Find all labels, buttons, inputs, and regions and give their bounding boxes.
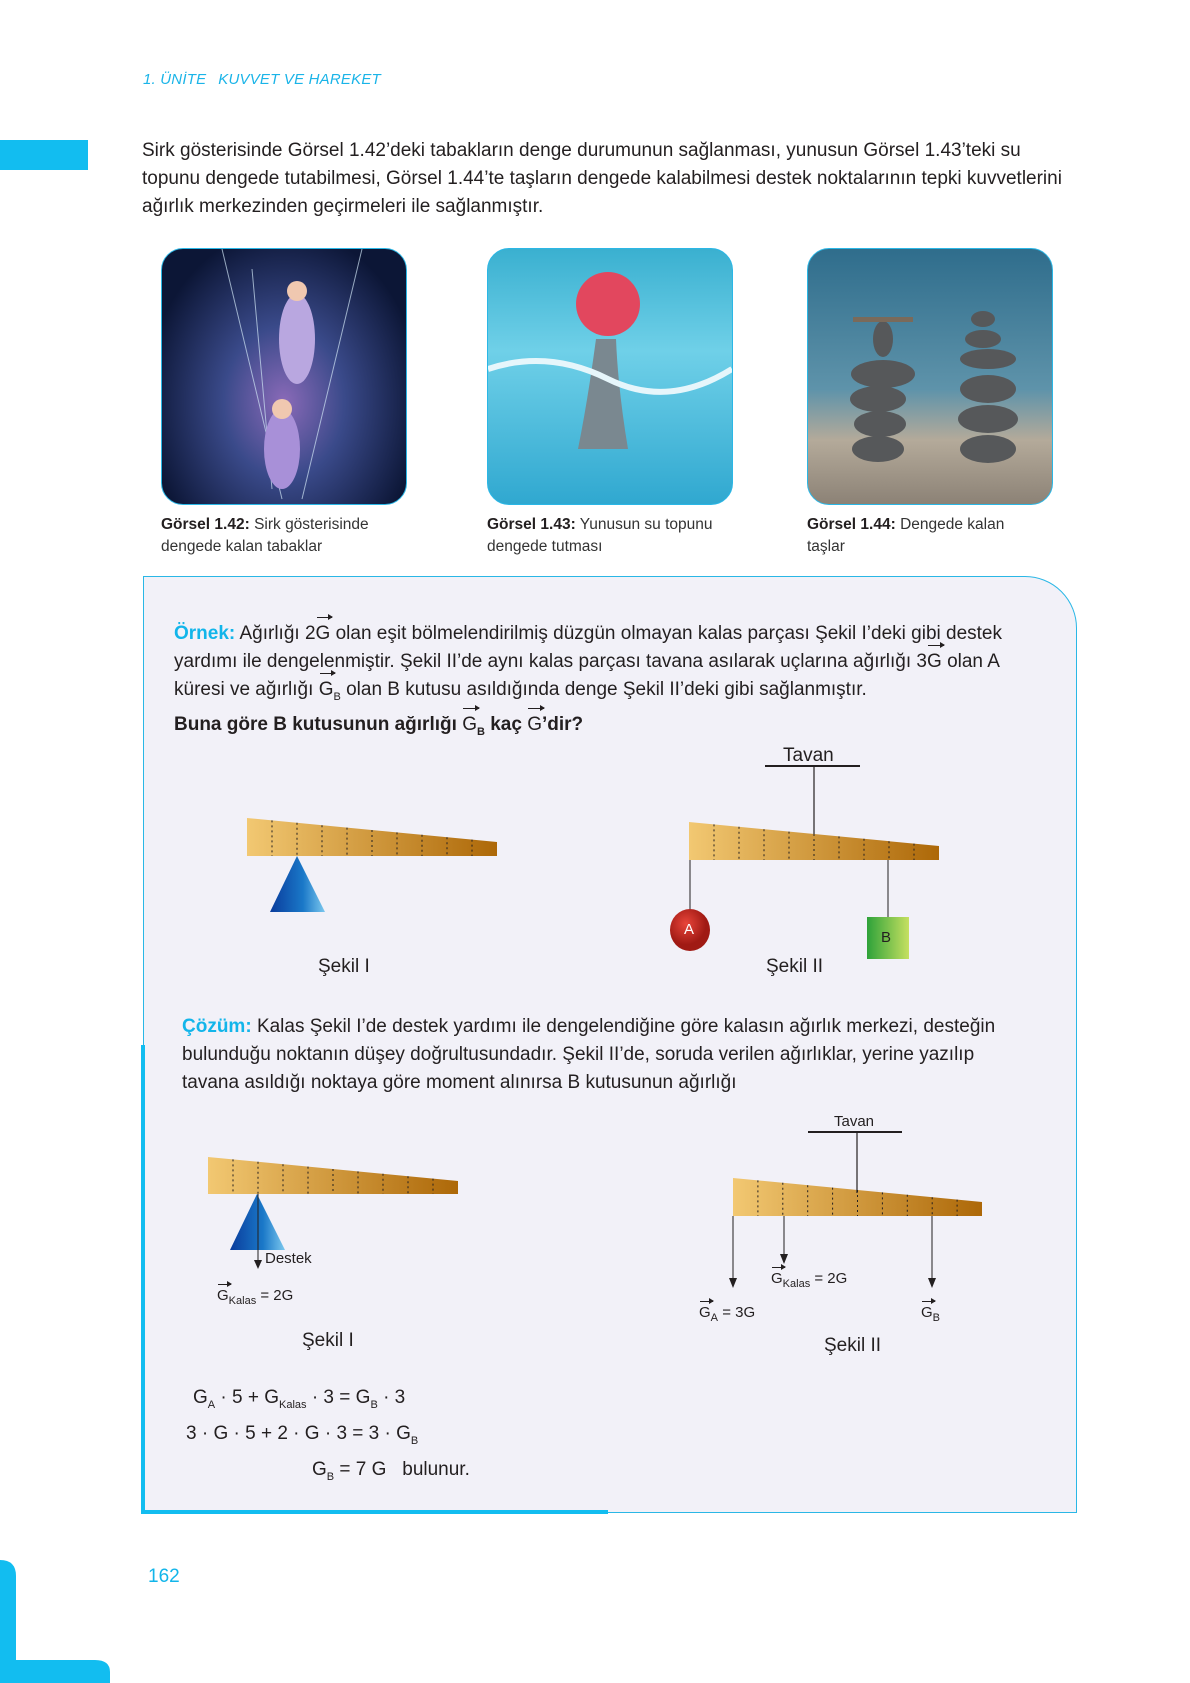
subscript: B xyxy=(333,690,341,703)
eq-part: = 7 G xyxy=(339,1459,387,1480)
eq-sub: B xyxy=(410,1434,419,1447)
vector-g: G xyxy=(771,1270,783,1287)
vector-g: G xyxy=(527,711,542,739)
eq-part: G xyxy=(193,1387,208,1408)
caption-label: Görsel 1.42: xyxy=(161,516,250,533)
text: olan eşit bölmelendirilmiş düzgün olmayan kalas parçası Şekil I’deki gibi destek yardımı ile dengelenmiştir. Şekil II’de aynı kalas parçası tavana asılarak uçlarına ağırlığı 3 xyxy=(174,623,1003,672)
vector-g: G xyxy=(316,620,331,648)
g-kalas-label-2 xyxy=(771,1270,847,1290)
text: = 2G xyxy=(814,1270,848,1287)
vector-g: G xyxy=(921,1304,933,1321)
g-kalas-label-1 xyxy=(217,1287,293,1307)
equation-3 xyxy=(312,1459,470,1483)
corner-decoration xyxy=(0,1560,115,1683)
shape-1-label: Şekil I xyxy=(318,956,370,977)
question-text: kaç xyxy=(490,713,522,735)
eq-part: · 3 xyxy=(383,1387,406,1408)
caption-text: Sirk gösterisinde dengede kalan tabaklar xyxy=(161,516,369,555)
vector-g: G xyxy=(927,648,942,676)
text: = 2G xyxy=(260,1287,294,1304)
shape-2-label: Şekil II xyxy=(824,1335,882,1356)
support-label: Destek xyxy=(265,1250,312,1267)
text: olan B kutusu asıldığında denge Şekil II’deki gibi sağlanmıştır. xyxy=(346,679,867,700)
shape-2-label: Şekil II xyxy=(766,956,824,977)
eq-part: G xyxy=(312,1459,327,1480)
solution-label: Çözüm: xyxy=(182,1016,252,1037)
vector-g: G xyxy=(462,711,477,739)
text: = 3G xyxy=(722,1304,756,1321)
ceiling-label: Tavan xyxy=(834,1113,875,1130)
eq-part: bulunur. xyxy=(402,1459,470,1480)
caption-label: Görsel 1.43: xyxy=(487,516,576,533)
eq-part: · 5 + G xyxy=(220,1387,280,1408)
eq-sub: B xyxy=(370,1398,378,1411)
text: olan A küresi ve ağırlığı xyxy=(174,651,999,700)
vector-g: G xyxy=(217,1287,229,1304)
equation-1 xyxy=(193,1387,405,1411)
solution-text xyxy=(182,1013,1032,1097)
unit-title: KUVVET VE HAREKET xyxy=(218,71,381,88)
caption-text: Dengede kalan taşlar xyxy=(807,516,1005,555)
vector-g: G xyxy=(319,676,334,704)
example-label: Örnek: xyxy=(174,623,236,644)
unit-number: 1. ÜNİTE xyxy=(143,71,207,88)
g-a-label xyxy=(699,1304,755,1324)
caption-text: Yunusun su topunu dengede tutması xyxy=(487,516,713,555)
intro-paragraph: Sirk gösterisinde Görsel 1.42’deki tabakların denge durumunun sağlanması, yunusun Görsel 1.43’teki su topunu dengede tutabilmesi, Görsel 1.44’te taşların dengede kalabilmesi destek noktalarının tepki kuvvetlerini ağırlık merkezinden geçirmeleri ile sağlanmıştır. xyxy=(142,140,1062,217)
eq-sub: A xyxy=(207,1398,216,1411)
text: Ağırlığı xyxy=(239,623,300,644)
page-number: 162 xyxy=(148,1566,180,1587)
question-text: ’dir? xyxy=(541,713,584,735)
g-b-label xyxy=(921,1304,940,1324)
subscript: Kalas xyxy=(228,1295,257,1307)
eq-sub: B xyxy=(326,1470,335,1483)
ball-label: A xyxy=(684,921,695,938)
vector-g: G xyxy=(699,1304,711,1321)
support-triangle xyxy=(270,856,325,912)
eq-sub: Kalas xyxy=(279,1398,307,1411)
text: 2 xyxy=(304,623,316,644)
caption-label: Görsel 1.44: xyxy=(807,516,896,533)
subscript: A xyxy=(710,1312,719,1324)
text: Kalas Şekil I’de destek yardımı ile dengelendiğine göre kalasın ağırlık merkezi, desteğin bulunduğu noktanın düşey doğrultusundadır. Şekil II’de, soruda verilen ağırlıklar, yerine yazılıp tavana asıldığı noktaya göre moment alınırsa B kutusunun ağırlığı xyxy=(182,1016,996,1093)
shape-1-label: Şekil I xyxy=(302,1330,354,1351)
subscript: B xyxy=(476,725,485,738)
subscript: Kalas xyxy=(782,1278,811,1290)
ceiling-label: Tavan xyxy=(783,745,834,766)
question-text: Buna göre B kutusunun ağırlığı xyxy=(174,713,457,735)
eq-part: · 3 = G xyxy=(311,1387,371,1408)
equation-2 xyxy=(186,1423,418,1447)
box-label: B xyxy=(881,929,892,946)
eq-part: 3 · G · 5 + 2 · G · 3 = 3 · G xyxy=(186,1423,411,1444)
subscript: B xyxy=(932,1312,941,1324)
